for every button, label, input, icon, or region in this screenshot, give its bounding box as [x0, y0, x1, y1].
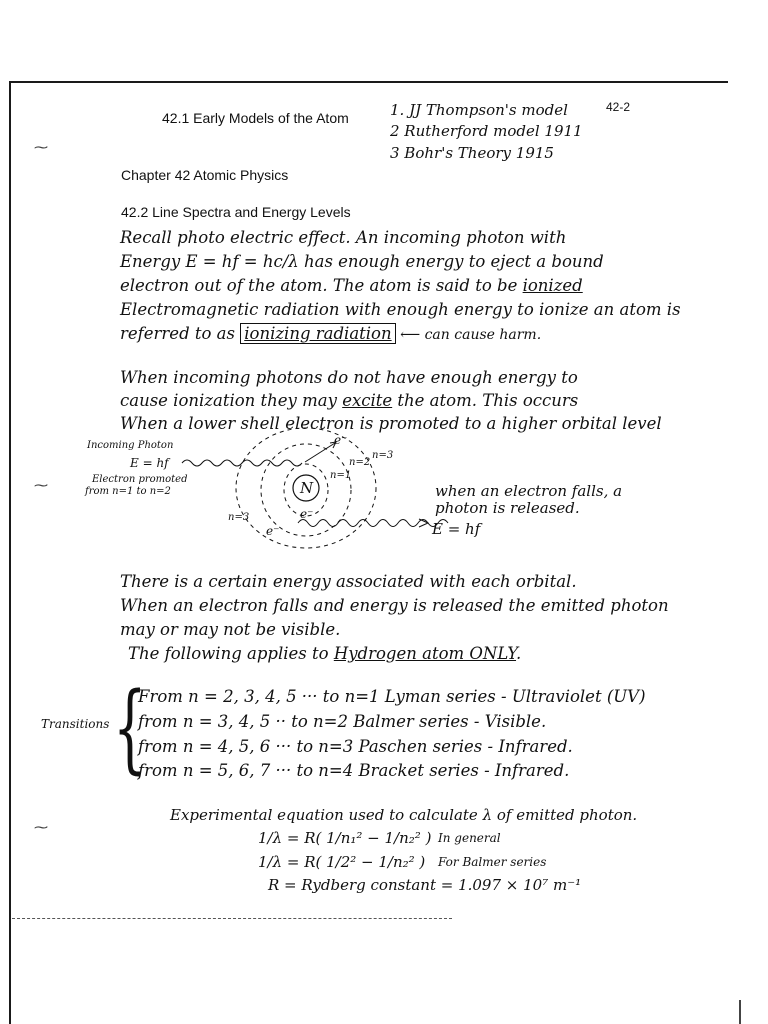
equation-general-label: In general — [438, 831, 501, 845]
energy-line-4: The following applies to Hydrogen atom ONLY. — [128, 644, 522, 663]
margin-mark: ⁓ — [34, 820, 48, 836]
excitation-line-3: When a lower shell electron is promoted to a higher orbital level — [120, 414, 662, 433]
page-left-rule — [9, 81, 11, 1024]
transition-row-paschen: from n = 4, 5, 6 ··· to n=3 Paschen series - Infrared. — [138, 737, 573, 756]
label-incoming-energy: E = hf — [130, 456, 169, 470]
section-early-models: 42.1 Early Models of the Atom — [162, 110, 349, 126]
label-promoted-1: Electron promoted — [92, 474, 188, 485]
model-item-2: 2 Rutherford model 1911 — [390, 122, 583, 140]
incoming-photon-wave — [182, 460, 302, 466]
photoelectric-line-1: Recall photo electric effect. An incoming photon with — [120, 228, 567, 247]
energy-line-3: may or may not be visible. — [120, 620, 341, 639]
margin-mark: ⁓ — [34, 140, 48, 156]
label-n1: n=1 — [330, 470, 352, 481]
electron-excited: e⁻ — [334, 433, 348, 447]
label-n3-left: n=3 — [228, 512, 250, 523]
photoelectric-line-5: referred to as ionizing radiation ⟵ can cause harm. — [120, 324, 542, 343]
label-emitted-energy: E = hf — [432, 520, 481, 538]
emitted-photon-wave — [298, 520, 448, 527]
transition-row-balmer: from n = 3, 4, 5 ·· to n=2 Balmer series - Visible. — [138, 712, 547, 731]
equation-general: 1/λ = R( 1/n₁² − 1/n₂² ) — [258, 829, 432, 847]
excitation-line-1: When incoming photons do not have enough energy to — [120, 368, 578, 387]
rydberg-constant: R = Rydberg constant = 1.097 × 10⁷ m⁻¹ — [268, 876, 582, 894]
ionizing-radiation-term: ionizing radiation — [240, 323, 395, 344]
page-number: 42-2 — [606, 100, 631, 114]
electron-ground: e⁻ — [300, 507, 314, 521]
excitation-line-2: cause ionization they may excite the atom. This occurs — [120, 391, 579, 410]
model-item-3: 3 Bohr's Theory 1915 — [390, 144, 554, 162]
ionized-term: ionized — [522, 276, 583, 295]
page-top-rule — [10, 81, 728, 83]
label-falls-1: when an electron falls, a — [435, 482, 623, 500]
page-right-mark — [739, 1000, 741, 1024]
transition-row-bracket: from n = 5, 6, 7 ··· to n=4 Bracket series - Infrared. — [138, 761, 570, 780]
electron-falling: e⁻ — [266, 524, 280, 538]
photoelectric-line-3: electron out of the atom. The atom is said to be ionized — [120, 276, 583, 295]
energy-line-2: When an electron falls and energy is released the emitted photon — [120, 596, 669, 615]
photoelectric-line-2: Energy E = hf = hc/λ has enough energy to eject a bound — [120, 252, 604, 271]
label-falls-2: photon is released. — [435, 499, 580, 517]
chapter-title: Chapter 42 Atomic Physics — [121, 167, 289, 183]
promotion-arrow — [305, 443, 335, 462]
transitions-label: Transitions — [41, 717, 110, 731]
energy-line-1: There is a certain energy associated with each orbital. — [120, 572, 577, 591]
page-bottom-rule — [12, 918, 452, 919]
label-promoted-2: from n=1 to n=2 — [85, 486, 171, 497]
model-item-1: 1. JJ Thompson's model — [390, 101, 568, 119]
transition-row-lyman: From n = 2, 3, 4, 5 ··· to n=1 Lyman series - Ultraviolet (UV) — [138, 687, 646, 706]
transitions-brace: { — [113, 672, 147, 784]
equation-balmer-label: For Balmer series — [438, 855, 547, 869]
nucleus-label: N — [300, 479, 314, 497]
photoelectric-line-4: Electromagnetic radiation with enough energy to ionize an atom is — [120, 300, 681, 319]
equation-intro: Experimental equation used to calculate λ of emitted photon. — [170, 806, 638, 824]
label-n2: n=2 — [349, 457, 371, 468]
label-n3: n=3 — [372, 450, 394, 461]
label-incoming-photon: Incoming Photon — [87, 440, 174, 451]
excite-term: excite — [342, 391, 393, 410]
equation-balmer: 1/λ = R( 1/2² − 1/n₂² ) — [258, 853, 426, 871]
hydrogen-only-term: Hydrogen atom ONLY — [333, 644, 517, 663]
margin-mark: ⁓ — [34, 478, 48, 494]
section-line-spectra: 42.2 Line Spectra and Energy Levels — [121, 204, 351, 220]
